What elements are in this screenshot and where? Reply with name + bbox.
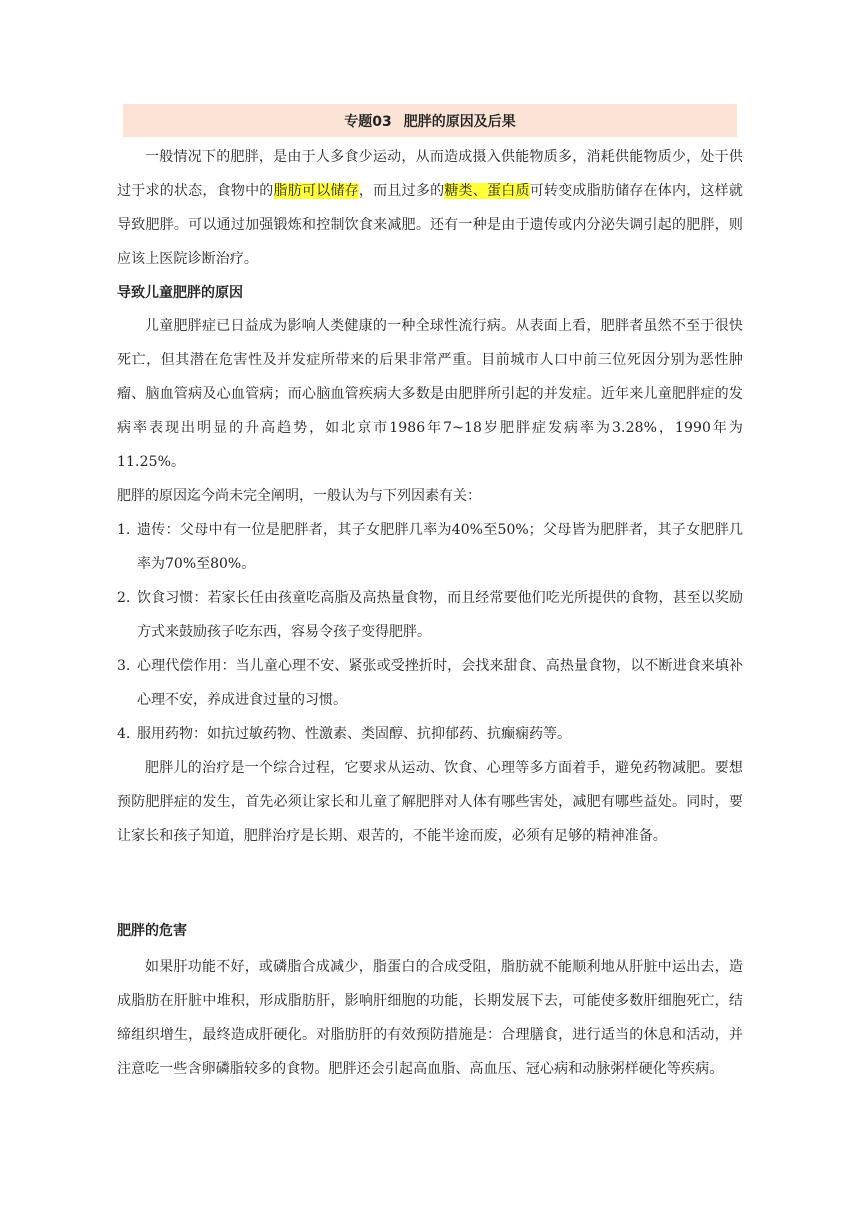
- topic-title-banner: [123, 104, 737, 137]
- list-number: 4.: [117, 726, 131, 742]
- list-item: [117, 717, 743, 751]
- list-number: 3.: [117, 658, 131, 674]
- list-text: 饮食习惯：若家长任由孩童吃高脂及高热量食物，而且经常要他们吃光所提供的食物，甚至以奖励方式来鼓励孩子吃东西，容易令孩子变得肥胖。: [137, 590, 743, 640]
- list-number: 1.: [117, 522, 131, 538]
- causes-paragraph: 儿童肥胖症已日益成为影响人类健康的一种全球性流行病。从表面上看，肥胖者虽然不至于很快死亡，但其潜在危害性及并发症所带来的后果非常严重。目前城市人口中前三位死因分别为恶性肿瘤、脑血管病及心血管病；而心脑血管疾病大多数是由肥胖所引起的并发症。近年来儿童肥胖症的发病率表现出明显的升高趋势，如北京市1986年7~18岁肥胖症发病率为3.28%，1990年为11.25%。: [117, 318, 743, 470]
- intro-text-1: 一般情况下的肥胖，是由于人多食少运动，从而造成摄入供能物质多，消耗供能物质少，处于供过于求的状态，食物中的: [117, 149, 743, 199]
- intro-text-2: ，而且过多的: [358, 183, 445, 199]
- section-heading-harm: 肥胖的危害: [117, 923, 187, 939]
- list-text: 心理代偿作用：当儿童心理不安、紧张或受挫折时，会找来甜食、高热量食物，以不断进食来填补心理不安，养成进食过量的习惯。: [137, 658, 743, 708]
- topic-number: 专题03: [344, 113, 392, 130]
- intro-text-3: 可转变成脂肪储存在体内，这样就导致肥胖。可以通过加强锻炼和控制饮食来减肥。还有一种是由于遗传或内分泌失调引起的肥胖，则应该上医院诊断治疗。: [117, 183, 744, 267]
- list-text: 服用药物：如抗过敏药物、性激素、类固醇、抗抑郁药、抗癫痫药等。: [137, 726, 571, 742]
- harm-paragraph: 如果肝功能不好，或磷脂合成减少，脂蛋白的合成受阻，脂肪就不能顺利地从肝脏中运出去，造成脂肪在肝脏中堆积，形成脂肪肝，影响肝细胞的功能，长期发展下去，可能使多数肝细胞死亡，结缔组织增生，最终造成肝硬化。对脂肪肝的有效预防措施是：合理膳食，进行适当的休息和活动，并注意吃一些含卵磷脂较多的食物。肥胖还会引起高血脂、高血压、冠心病和动脉粥样硬化等疾病。: [117, 959, 743, 1077]
- treatment-paragraph: 肥胖儿的治疗是一个综合过程，它要求从运动、饮食、心理等多方面着手，避免药物减肥。要想预防肥胖症的发生，首先必须让家长和儿童了解肥胖对人体有哪些害处，减肥有哪些益处。同时，要让家长和孩子知道，肥胖治疗是长期、艰苦的，不能半途而废，必须有足够的精神准备。: [117, 760, 743, 844]
- list-item: [117, 581, 743, 649]
- intro-paragraph: [117, 140, 743, 276]
- topic-title: 肥胖的原因及后果: [403, 113, 516, 130]
- highlight-fat-storage: 脂肪可以储存: [273, 183, 359, 199]
- list-item: [117, 513, 743, 581]
- list-item: [117, 649, 743, 717]
- causes-intro-line: 肥胖的原因迄今尚未完全阐明，一般认为与下列因素有关：: [117, 488, 481, 504]
- highlight-sugar-protein: 糖类、蛋白质: [444, 183, 530, 199]
- list-text: 遗传：父母中有一位是肥胖者，其子女肥胖几率为40%至50%；父母皆为肥胖者，其子女肥胖几率为70%至80%。: [137, 522, 743, 572]
- list-number: 2.: [117, 590, 131, 606]
- section-heading-causes: 导致儿童肥胖的原因: [117, 285, 243, 301]
